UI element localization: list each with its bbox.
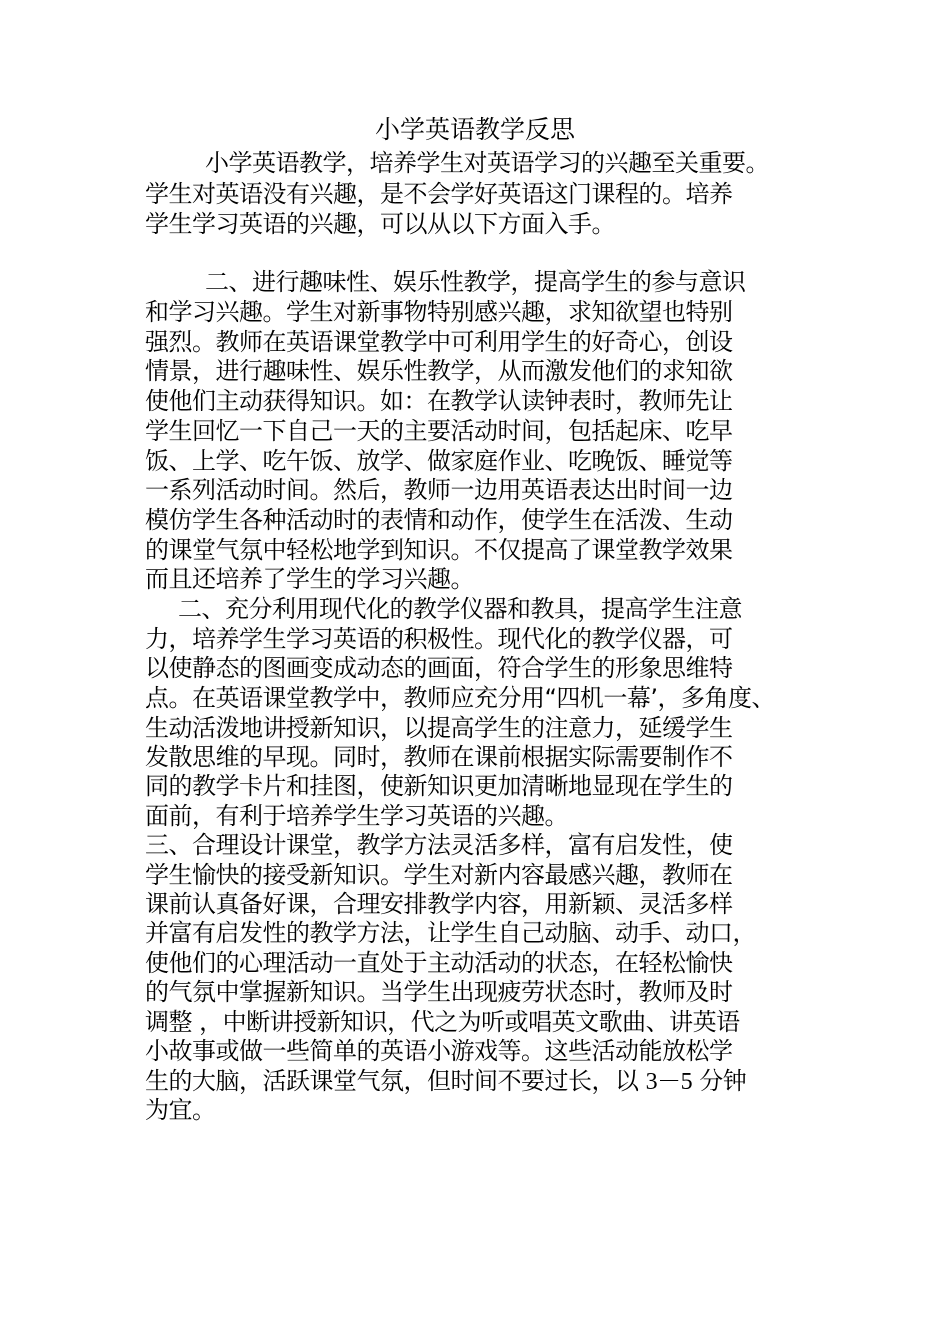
time-range: 3－5	[645, 1069, 693, 1095]
paragraph-line: 面前，有利于培养学生学习英语的兴趣。	[145, 802, 568, 830]
paragraph-line: 点。在英语课堂教学中，教师应充分用“四机一幕’，多角度、	[145, 684, 776, 712]
paragraph-line: 学生对英语没有兴趣，是不会学好英语这门课程的。培养	[145, 180, 733, 208]
paragraph-line: 课前认真备好课，合理安排教学内容，用新颖、灵活多样	[145, 890, 733, 918]
paragraph-line: 的课堂气氛中轻松地学到知识。不仅提高了课堂教学效果	[145, 536, 733, 564]
paragraph-line: 学生回忆一下自己一天的主要活动时间，包括起床、吃早	[145, 417, 733, 445]
paragraph-line: 而且还培养了学生的学习兴趣。	[145, 565, 474, 593]
paragraph-text: 分钟	[692, 1067, 747, 1095]
paragraph-line: 三、合理设计课堂，教学方法灵活多样，富有启发性，使	[145, 831, 733, 859]
paragraph-line: 发散思维的早现。同时，教师在课前根据实际需要制作不	[145, 743, 733, 771]
paragraph-line: 饭、上学、吃午饭、放学、做家庭作业、吃晚饭、睡觉等	[145, 447, 733, 475]
paragraph-line: 强烈。教师在英语课堂教学中可利用学生的好奇心，创设	[145, 328, 733, 356]
paragraph-line: 学生学习英语的兴趣，可以从以下方面入手。	[145, 210, 615, 238]
paragraph-line: 小学英语教学，培养学生对英语学习的兴趣至关重要。	[205, 149, 769, 177]
paragraph-line: 情景，进行趣味性、娱乐性教学，从而激发他们的求知欲	[145, 357, 733, 385]
paragraph-line: 生动活泼地讲授新知识，以提高学生的注意力，延缓学生	[145, 714, 733, 742]
paragraph-line: 的气氛中掌握新知识。当学生出现疲劳状态时，教师及时	[145, 978, 733, 1006]
paragraph-line: 二、充分利用现代化的教学仪器和教具，提高学生注意	[178, 595, 742, 623]
paragraph-line: 模仿学生各种活动时的表情和动作，使学生在活泼、生动	[145, 506, 733, 534]
paragraph-line: 使他们的心理活动一直处于主动活动的状态，在轻松愉快	[145, 949, 733, 977]
paragraph-line: 使他们主动获得知识。如：在教学认读钟表时，教师先让	[145, 387, 733, 415]
paragraph-line: 二、进行趣味性、娱乐性教学，提高学生的参与意识	[205, 268, 746, 296]
paragraph-line: 并富有启发性的教学方法，让学生自己动脑、动手、动口，	[145, 919, 756, 947]
paragraph-line: 小故事或做一些简单的英语小游戏等。这些活动能放松学	[145, 1037, 733, 1065]
paragraph-text: 生的大脑，活跃课堂气氛，但时间不要过长，以	[145, 1067, 646, 1095]
paragraph-line	[145, 1066, 746, 1097]
paragraph-line: 学生愉快的接受新知识。学生对新内容最感兴趣，教师在	[145, 861, 733, 889]
paragraph-line: 力，培养学生学习英语的积极性。现代化的教学仪器，可	[145, 625, 733, 653]
paragraph-line: 以使静态的图画变成动态的画面，符合学生的形象思维特	[145, 654, 733, 682]
paragraph-line: 一系列活动时间。然后，教师一边用英语表达出时间一边	[145, 476, 733, 504]
paragraph-line: 同的教学卡片和挂图，使新知识更加清晰地显现在学生的	[145, 772, 733, 800]
paragraph-line: 调整 ，中断讲授新知识，代之为听或唱英文歌曲、讲英语	[145, 1008, 740, 1036]
document-title: 小学英语教学反思	[374, 115, 575, 144]
paragraph-line: 和学习兴趣。学生对新事物特别感兴趣，求知欲望也特别	[145, 298, 733, 326]
paragraph-line: 为宜。	[145, 1096, 216, 1124]
